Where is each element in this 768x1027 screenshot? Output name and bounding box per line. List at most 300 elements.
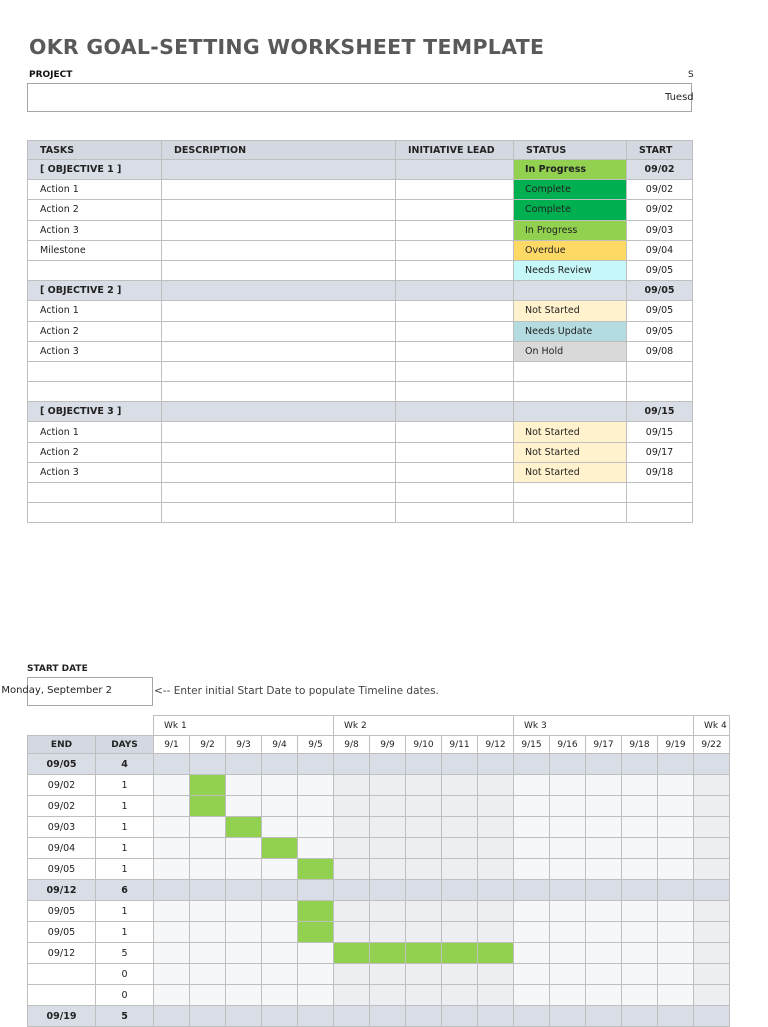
timeline-cell [442,901,478,922]
week-label: Wk 2 [334,716,514,736]
duration-cell: 1 [96,838,154,859]
status-cell[interactable]: Complete [514,200,627,220]
initiative-lead-cell[interactable] [396,180,514,200]
description-cell[interactable] [162,321,396,341]
timeline-cell [622,943,658,964]
task-row [28,321,693,341]
initiative-lead-cell[interactable] [396,462,514,482]
timeline-cell [442,754,478,775]
timeline-cell [190,817,226,838]
timeline-cell [334,985,370,1006]
timeline-cell [586,817,622,838]
timeline-cell [694,901,730,922]
task-name-cell[interactable] [28,382,162,402]
initiative-lead-cell[interactable] [396,402,514,422]
timeline-cell [190,880,226,901]
end-date-cell: 09/05 [28,754,96,775]
timeline-cell [334,838,370,859]
timeline-cell [514,859,550,880]
start-date-cell[interactable]: 09/05 [627,321,693,341]
timeline-cell [694,943,730,964]
task-name-cell[interactable]: Action 1 [28,180,162,200]
timeline-cell [694,985,730,1006]
timeline-cell [154,922,190,943]
status-cell[interactable]: Needs Review [514,260,627,280]
day-header: 9/2 [190,736,226,754]
description-cell[interactable] [162,462,396,482]
day-header: 9/3 [226,736,262,754]
timeline-cell [586,859,622,880]
status-cell[interactable] [514,281,627,301]
day-header: 9/15 [514,736,550,754]
timeline-cell [262,775,298,796]
status-cell[interactable]: Needs Update [514,321,627,341]
gantt-bar-cell [262,754,298,775]
timeline-cell [226,775,262,796]
task-name-cell[interactable]: Action 3 [28,462,162,482]
status-cell[interactable]: Not Started [514,301,627,321]
duration-cell: 1 [96,901,154,922]
timeline-cell [334,754,370,775]
timeline-cell [514,901,550,922]
initiative-lead-cell[interactable] [396,240,514,260]
start-date-cell[interactable]: 09/02 [627,200,693,220]
gantt-bar-cell [334,943,370,964]
timeline-cell [190,985,226,1006]
timeline-cell [622,754,658,775]
duration-cell: 1 [96,817,154,838]
timeline-cell [262,880,298,901]
gantt-bar-cell [226,817,262,838]
description-cell[interactable] [162,442,396,462]
initiative-lead-cell[interactable] [396,483,514,503]
description-cell[interactable] [162,402,396,422]
timeline-cell [550,922,586,943]
timeline-cell [262,922,298,943]
timeline-cell [154,964,190,985]
task-name-cell[interactable]: Action 3 [28,341,162,361]
start-date-cell[interactable]: 09/05 [627,281,693,301]
timeline-cell [478,901,514,922]
task-row [28,503,693,523]
gantt-bar-cell [622,1006,658,1027]
timeline-cell [442,1006,478,1027]
timeline-cell [370,838,406,859]
initiative-lead-cell[interactable] [396,341,514,361]
timeline-cell [262,901,298,922]
timeline-cell [658,985,694,1006]
end-date-cell: 09/05 [28,922,96,943]
timeline-cell [586,943,622,964]
description-cell[interactable] [162,382,396,402]
day-header: 9/10 [406,736,442,754]
status-cell[interactable] [514,361,627,381]
start-date-cell[interactable]: 09/08 [627,341,693,361]
day-header: 9/18 [622,736,658,754]
timeline-cell [226,922,262,943]
timeline-cell [226,1006,262,1027]
timeline-cell [406,775,442,796]
week-row-spacer [28,716,154,736]
gantt-bar-cell [370,880,406,901]
start-date-cell[interactable]: 09/15 [627,422,693,442]
timeline-cell [694,1006,730,1027]
timeline-cell [514,880,550,901]
start-date-cell[interactable]: 09/17 [627,442,693,462]
gantt-row [28,985,730,1006]
end-date-cell: 09/05 [28,901,96,922]
timeline-cell [334,964,370,985]
gantt-bar-cell [406,943,442,964]
timeline-cell [478,1006,514,1027]
project-input[interactable] [27,83,627,112]
task-row [28,260,693,280]
timeline-cell [694,922,730,943]
timeline-cell [370,985,406,1006]
status-cell[interactable]: Complete [514,180,627,200]
timeline-cell [694,754,730,775]
timeline-cell [298,796,334,817]
timeline-cell [370,817,406,838]
description-cell[interactable] [162,483,396,503]
timeline-cell [154,754,190,775]
gantt-bar-cell [334,880,370,901]
start-date-cell[interactable]: 09/02 [627,180,693,200]
start-date-cell[interactable] [627,503,693,523]
timeline-cell [370,1006,406,1027]
description-cell[interactable] [162,503,396,523]
task-name-cell[interactable] [28,361,162,381]
gantt-row [28,880,730,901]
description-cell[interactable] [162,301,396,321]
initiative-lead-cell[interactable] [396,442,514,462]
task-row [28,180,693,200]
start-date-cell[interactable]: 09/04 [627,240,693,260]
timeline-cell [586,880,622,901]
timeline-cell [514,943,550,964]
timeline-cell [226,859,262,880]
timeline-cell [478,796,514,817]
date-field[interactable] [626,83,692,112]
description-cell[interactable] [162,341,396,361]
initiative-lead-cell[interactable] [396,281,514,301]
timeline-cell [514,817,550,838]
day-header: 9/8 [334,736,370,754]
timeline-cell [154,985,190,1006]
timeline-cell [622,964,658,985]
task-name-cell[interactable]: [ OBJECTIVE 1 ] [28,160,162,180]
timeline-cell [658,817,694,838]
start-date-cell[interactable] [627,361,693,381]
task-row [28,462,693,482]
timeline-cell [514,922,550,943]
timeline-cell [658,880,694,901]
timeline-cell [406,859,442,880]
week-label: Wk 4 [694,716,730,736]
initiative-lead-cell[interactable] [396,220,514,240]
description-cell[interactable] [162,361,396,381]
start-date-cell[interactable] [627,382,693,402]
timeline-cell [442,859,478,880]
task-row [28,341,693,361]
gantt-row [28,838,730,859]
end-date-cell: 09/04 [28,838,96,859]
timeline-cell [334,901,370,922]
timeline-cell [334,796,370,817]
timeline-cell [226,880,262,901]
timeline-cell [370,754,406,775]
timeline-cell [406,838,442,859]
timeline-cell [694,880,730,901]
day-header: 9/19 [658,736,694,754]
duration-cell: 6 [96,880,154,901]
timeline-cell [334,817,370,838]
task-row [28,382,693,402]
description-cell[interactable] [162,281,396,301]
timeline-cell [514,838,550,859]
gantt-row [28,775,730,796]
duration-cell: 1 [96,859,154,880]
timeline-cell [658,754,694,775]
start-date-cell[interactable]: 09/05 [627,301,693,321]
initiative-lead-cell[interactable] [396,301,514,321]
timeline-cell [550,838,586,859]
gantt-bar-cell [442,880,478,901]
timeline-cell [298,985,334,1006]
gantt-bar-cell [406,880,442,901]
timeline-cell [550,901,586,922]
initiative-lead-cell[interactable] [396,160,514,180]
status-cell[interactable]: In Progress [514,220,627,240]
timeline-cell [514,985,550,1006]
task-name-cell[interactable]: Action 1 [28,422,162,442]
initiative-lead-cell[interactable] [396,503,514,523]
status-cell[interactable] [514,483,627,503]
day-header: 9/16 [550,736,586,754]
timeline-cell [190,943,226,964]
gantt-bar-cell [190,775,226,796]
status-cell[interactable]: In Progress [514,160,627,180]
day-header: 9/5 [298,736,334,754]
gantt-row [28,943,730,964]
timeline-cell [478,817,514,838]
timeline-cell [658,838,694,859]
initiative-lead-cell[interactable] [396,361,514,381]
timeline-cell [550,859,586,880]
task-row [28,240,693,260]
timeline-cell [694,775,730,796]
description-cell[interactable] [162,220,396,240]
duration-cell: 0 [96,985,154,1006]
timeline-cell [226,985,262,1006]
col-header-description: DESCRIPTION [162,141,396,160]
description-cell[interactable] [162,160,396,180]
timeline-cell [334,859,370,880]
timeline-cell [226,796,262,817]
right-label-fragment: S [688,70,694,80]
timeline-cell [442,796,478,817]
timeline-cell [298,1006,334,1027]
gantt-bar-cell [478,943,514,964]
timeline-cell [658,775,694,796]
timeline-cell [622,859,658,880]
description-cell[interactable] [162,260,396,280]
timeline-cell [622,901,658,922]
task-name-cell[interactable]: Milestone [28,240,162,260]
start-date-hint: <-- Enter initial Start Date to populate Timeline dates. [154,685,439,697]
gantt-bar-cell [298,901,334,922]
task-name-cell[interactable] [28,483,162,503]
task-name-cell[interactable]: [ OBJECTIVE 3 ] [28,402,162,422]
timeline-cell [694,964,730,985]
timeline-cell [406,796,442,817]
timeline-cell [478,838,514,859]
timeline-cell [190,901,226,922]
timeline-cell [622,880,658,901]
initiative-lead-cell[interactable] [396,321,514,341]
status-cell[interactable]: Not Started [514,422,627,442]
timeline-cell [406,964,442,985]
task-name-cell[interactable]: Action 1 [28,301,162,321]
start-date-cell[interactable]: 09/05 [627,260,693,280]
gantt-bar-cell [298,880,334,901]
timeline-cell [442,985,478,1006]
timeline-cell [514,775,550,796]
task-name-cell[interactable] [28,260,162,280]
end-date-cell: 09/05 [28,859,96,880]
timeline-cell [370,796,406,817]
timeline-cell [478,922,514,943]
end-date-cell: 09/12 [28,880,96,901]
initiative-lead-cell[interactable] [396,260,514,280]
start-date-cell[interactable]: 09/02 [627,160,693,180]
initiative-lead-cell[interactable] [396,422,514,442]
gantt-bar-cell [190,796,226,817]
timeline-cell [262,817,298,838]
start-date-value: Monday, September 2 [1,685,112,696]
gantt-row [28,817,730,838]
timeline-cell [442,817,478,838]
gantt-row [28,964,730,985]
duration-cell: 0 [96,964,154,985]
day-header: 9/1 [154,736,190,754]
description-cell[interactable] [162,200,396,220]
timeline-cell [694,838,730,859]
status-cell[interactable] [514,382,627,402]
timeline-cell [550,964,586,985]
timeline-cell [262,943,298,964]
description-cell[interactable] [162,422,396,442]
day-header: 9/11 [442,736,478,754]
gantt-timeline [27,715,730,1027]
timeline-cell [658,964,694,985]
start-date-input[interactable] [1,677,153,706]
start-date-cell[interactable]: 09/15 [627,402,693,422]
task-table [27,140,693,523]
status-cell[interactable] [514,503,627,523]
start-date-cell[interactable] [627,483,693,503]
task-name-cell[interactable]: Action 2 [28,442,162,462]
gantt-bar-cell [298,922,334,943]
timeline-cell [514,796,550,817]
task-name-cell[interactable]: Action 2 [28,321,162,341]
start-date-cell[interactable]: 09/18 [627,462,693,482]
duration-cell: 4 [96,754,154,775]
timeline-cell [154,859,190,880]
task-name-cell[interactable]: Action 2 [28,200,162,220]
timeline-cell [154,880,190,901]
timeline-cell [154,796,190,817]
start-date-label: START DATE [27,664,88,674]
timeline-cell [658,859,694,880]
timeline-cell [226,964,262,985]
initiative-lead-cell[interactable] [396,382,514,402]
description-cell[interactable] [162,240,396,260]
timeline-cell [190,1006,226,1027]
task-row [28,422,693,442]
duration-cell: 1 [96,922,154,943]
status-cell[interactable]: Overdue [514,240,627,260]
task-name-cell[interactable]: Action 3 [28,220,162,240]
week-label: Wk 1 [154,716,334,736]
timeline-cell [406,754,442,775]
timeline-cell [658,901,694,922]
timeline-cell [442,838,478,859]
timeline-cell [406,1006,442,1027]
end-date-cell: 09/12 [28,943,96,964]
timeline-cell [694,817,730,838]
gantt-row [28,1006,730,1027]
gantt-bar-cell [226,754,262,775]
timeline-cell [190,838,226,859]
task-name-cell[interactable]: [ OBJECTIVE 2 ] [28,281,162,301]
timeline-cell [334,922,370,943]
status-cell[interactable]: Not Started [514,462,627,482]
status-cell[interactable]: Not Started [514,442,627,462]
timeline-cell [550,775,586,796]
timeline-cell [154,817,190,838]
initiative-lead-cell[interactable] [396,200,514,220]
gantt-bar-cell [478,880,514,901]
day-header: 9/17 [586,736,622,754]
timeline-cell [442,922,478,943]
timeline-cell [190,859,226,880]
status-cell[interactable] [514,402,627,422]
timeline-cell [514,964,550,985]
task-name-cell[interactable] [28,503,162,523]
timeline-cell [550,817,586,838]
description-cell[interactable] [162,180,396,200]
timeline-cell [298,775,334,796]
timeline-cell [514,754,550,775]
timeline-cell [262,985,298,1006]
col-header-tasks: TASKS [28,141,162,160]
start-date-cell[interactable]: 09/03 [627,220,693,240]
status-cell[interactable]: On Hold [514,341,627,361]
end-date-cell [28,964,96,985]
timeline-cell [550,754,586,775]
duration-cell: 1 [96,796,154,817]
timeline-cell [622,922,658,943]
timeline-cell [658,943,694,964]
gantt-bar-cell [514,1006,550,1027]
timeline-cell [622,985,658,1006]
gantt-row [28,922,730,943]
timeline-cell [406,817,442,838]
timeline-cell [370,859,406,880]
timeline-cell [190,922,226,943]
timeline-cell [550,985,586,1006]
